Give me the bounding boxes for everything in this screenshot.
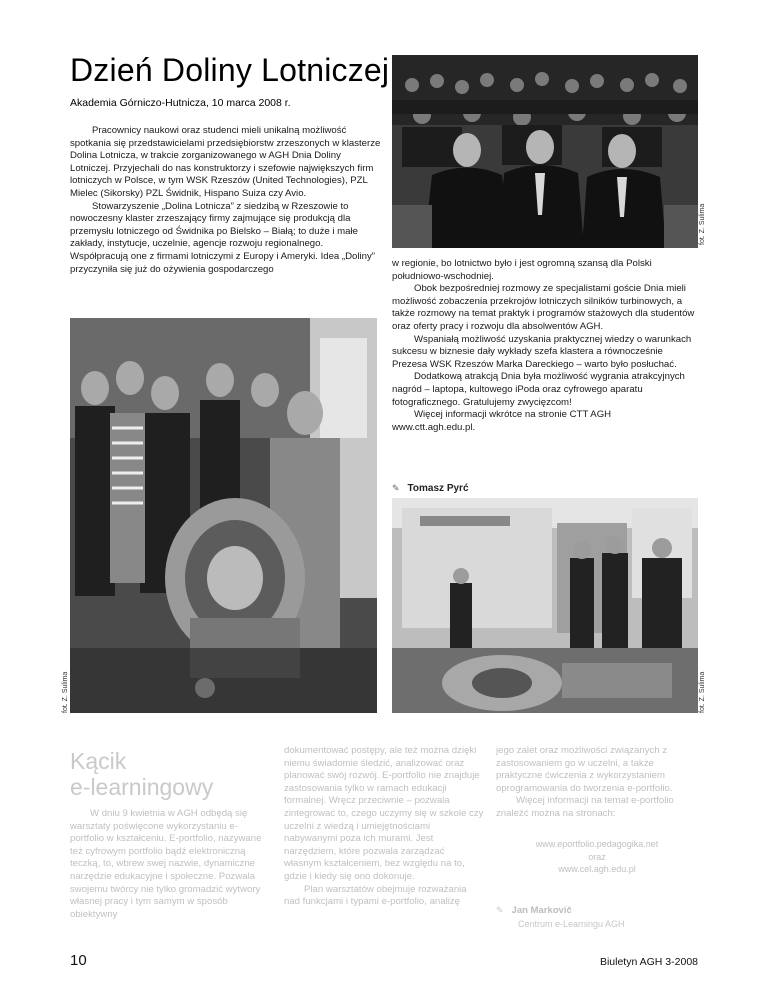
paragraph: Pracownicy naukowi oraz studenci mieli unikalną możliwość spotkania się przedstawicielami przedsiębiorstw zrzeszonych w klasterze Dolina Lotnicza, w trakcie zorganizowanego w AGH Dnia Doliny Lotniczej. Przyjechali do nas konstruktorzy i szefowie największych firm lotniczych w Polsce, w tym WSK Rzeszów (United Technologies), PZL Mielec (Sikorsky) PZL Świdnik, Hispano Suiza czy Avio. — [70, 125, 381, 199]
article-subtitle: Akademia Górniczo-Hutnicza, 10 marca 2008 r. — [70, 97, 291, 109]
elearning-title-line1: Kącik — [70, 748, 127, 774]
paragraph: dokumentować postępy, ale też można dzięki niemu świadomie śledzić, analizować oraz planować swój rozwój. E-portfolio nie znajduje zastosowania tylko w ramach edukacji formalnej. Wręcz przeciwnie – pozwala zintegrować to, czego uczymy się w szkole czy uczelni z wiedzą i umiejętnościami nabywanymi poza ich murami. Jest narzędziem, które pozwala zarządzać własnym kształceniem, bez względu na to, gdzie i kiedy się ono dokonuje. — [284, 745, 484, 882]
elearning-column-3 — [496, 745, 698, 821]
article-author — [392, 483, 469, 494]
eportfolio-link[interactable]: www.eportfolio.pedagogika.net — [535, 839, 659, 849]
photo-credit: fot. Z. Sulima — [699, 203, 706, 245]
paragraph: Wspaniałą możliwość uzyskania praktycznej wiedzy o warunkach sukcesu w biznesie dały wykłady szefa klastera a równocześnie Prezesa WSK Rzeszów Marka Dareckiego – warto było posłuchać. — [392, 333, 692, 370]
link-separator: oraz — [588, 851, 606, 862]
photo-credit: fot. Z. Sulima — [699, 671, 706, 713]
pen-icon: ✎ — [496, 905, 504, 915]
article-column-1 — [70, 125, 382, 276]
paragraph: W dniu 9 kwietnia w AGH odbędą się warsztaty poświęcone wykorzystaniu e-portfolio w kształceniu. E-portfolio, nazywane też cyfrowym portfolio bądź elektroniczną teczką, to, wbrew swej nazwie, dynamiczne narzędzie edukacyjne i społeczne. Pozwala swojemu twórcy nie tylko gromadzić wytwory własnej pracy i tym samym w sposób obiektywny — [70, 808, 262, 920]
page-number: 10 — [70, 952, 87, 969]
elearning-affiliation: Centrum e-Learningu AGH — [518, 919, 625, 929]
paragraph: Obok bezpośredniej rozmowy ze specjalistami goście Dnia mieli możliwość zobaczenia przekrojów lotniczych silników turbinowych, a także rozmowy na temat praktyk i programów stażowych dla studentów oraz oferty pracy i rozwoju dla absolwentów AGH. — [392, 283, 695, 332]
pen-icon: ✎ — [392, 483, 400, 493]
photo-credit: fot. Z. Sulima — [62, 671, 69, 713]
journal-footer: Biuletyn AGH 3-2008 — [599, 956, 698, 968]
article-title: Dzień Doliny Lotniczej — [70, 52, 390, 88]
elearning-links — [496, 838, 698, 876]
paragraph: Dodatkową atrakcją Dnia była możliwość wygrania atrakcyjnych nagród – laptopa, kultowego iPoda oraz cyfrowego aparatu fotograficznego. Gratulujemy zwycięzcom! — [392, 371, 685, 408]
paragraph: Więcej informacji na temat e-portfolio znaleźć można na stronach: — [496, 795, 674, 819]
elearning-column-1 — [70, 808, 270, 921]
engine-photo — [70, 318, 377, 713]
paragraph: w regionie, bo lotnictwo było i jest ogromną szansą dla Polski południowo-wschodniej. — [392, 258, 652, 282]
elearning-author — [496, 905, 572, 916]
audience-photo — [392, 55, 698, 248]
elearning-title — [70, 748, 213, 800]
paragraph: Więcej informacji wkrótce na stronie CTT AGH www.ctt.agh.edu.pl. — [392, 409, 612, 433]
cel-link[interactable]: www.cel.agh.edu.pl — [558, 864, 636, 874]
elearning-column-2 — [284, 745, 484, 909]
paragraph: Plan warsztatów obejmuje rozważania nad funkcjami i typami e-portfolio, analizę — [284, 883, 467, 908]
author-name: Tomasz Pyrć — [407, 483, 469, 494]
exhibition-photo — [392, 498, 698, 713]
article-column-2 — [392, 258, 696, 434]
author-name: Jan Markovič — [511, 905, 572, 916]
paragraph: jego zalet oraz możliwości związanych z zastosowaniem go w uczelni, a także praktyczne ćwiczenia z wykorzystaniem oprogramowania do tworzenia e-portfolio. — [496, 745, 673, 794]
elearning-title-line2: e-learningowy — [70, 774, 214, 800]
paragraph: Stowarzyszenie „Dolina Lotnicza” z siedzibą w Rzeszowie to nowoczesny klaster zrzeszający firmy zajmujące się produkcją dla przemysłu lotniczego od Świdnika po Bielsko – Białą; to duże i małe zakłady, instytucje, uczelnie, agencje rozwoju regionalnego. Współpracują one z firmami lotniczymi z Europy i Ameryki. Idea „Doliny” przyczyniła się już do ożywienia gospodarczego — [70, 200, 375, 275]
